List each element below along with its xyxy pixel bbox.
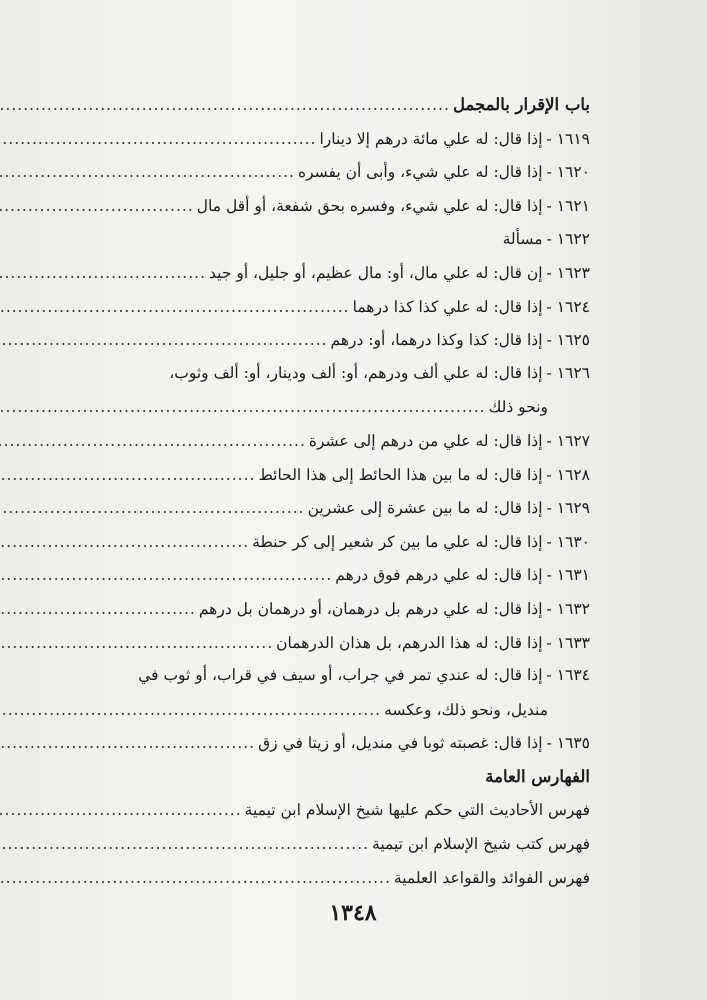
toc-entry-title: إذا قال: له علي من درهم إلى عشرة — [308, 431, 543, 450]
dot-leader — [0, 89, 450, 123]
toc-entry[interactable] — [98, 256, 590, 290]
toc-entry-title: إن قال: له علي مال، أو: مال عظيم، أو جليل، أو جيد — [209, 263, 543, 282]
dot-leader — [0, 190, 194, 224]
toc-entry-number: ١٦٣٢ - — [546, 599, 590, 618]
dot-leader — [0, 828, 369, 862]
dot-leader — [0, 156, 295, 190]
toc-entry[interactable] — [98, 155, 590, 189]
toc-entry[interactable] — [98, 626, 590, 660]
dot-leader — [0, 492, 305, 526]
dot-leader — [0, 694, 381, 728]
toc-entry-title: إذا قال: له علي مائة درهم إلا دينارا — [319, 129, 543, 148]
toc-entry-number: ١٦٣٥ - — [546, 734, 590, 753]
toc-entry-number: ١٦٣٤ - — [546, 666, 590, 685]
toc-entry-number: ١٦٢٩ - — [546, 499, 590, 518]
dot-leader — [0, 324, 328, 358]
toc-entry-number: ١٦٢٣ - — [546, 263, 590, 282]
toc-entry-number: ١٦٣١ - — [546, 566, 590, 585]
toc-entry[interactable] — [98, 357, 590, 424]
toc-entry-number: ١٦٢٤ - — [546, 297, 590, 316]
toc-entry-title: الفهارس العامة — [485, 766, 590, 786]
dot-leader — [0, 727, 255, 761]
toc-entry-title: إذا قال: له علي درهم فوق درهم — [335, 566, 543, 585]
dot-leader — [0, 593, 196, 627]
toc-entry-number: ١٦٢٨ - — [546, 465, 590, 484]
toc-entry-title: إذا قال: غصبته ثوبا في منديل، أو زيتا في زق — [258, 734, 543, 753]
toc-heading-indexes[interactable] — [98, 760, 590, 794]
toc-entry[interactable] — [98, 525, 590, 559]
toc-entry[interactable] — [98, 726, 590, 760]
toc-entry[interactable] — [98, 290, 590, 324]
toc-entry-number: ١٦٣٣ - — [546, 633, 590, 652]
toc-entry-number: ١٦٢٦ - — [546, 363, 590, 382]
toc-entry-number: ١٦١٩ - — [546, 129, 590, 148]
toc-entry-title: إذا قال: له علي ما بين كر شعير إلى كر حنطة — [252, 532, 543, 551]
toc-entry[interactable] — [98, 861, 590, 895]
dot-leader — [0, 794, 242, 828]
toc-entry-title: إذا قال: له ما بين هذا الحائط إلى هذا الحائط — [258, 465, 543, 484]
toc-entry-title: إذا قال: له علي شيء، وفسره بحق شفعة، أو أقل مال — [196, 196, 543, 215]
dot-leader — [0, 391, 486, 425]
toc-entry-title: إذا قال: له علي شيء، وأبى أن يفسره — [297, 163, 543, 182]
dot-leader — [0, 257, 206, 291]
toc-entry-title: فهرس الفوائد والقواعد العلمية — [393, 868, 590, 887]
toc-entry[interactable] — [98, 592, 590, 626]
toc-entry-title: إذا قال: له عندي تمر في جراب، أو سيف في قراب، أو ثوب في — [138, 666, 543, 685]
dot-leader — [0, 425, 306, 459]
toc-entry[interactable] — [98, 491, 590, 525]
toc-entry[interactable] — [98, 558, 590, 592]
dot-leader — [0, 459, 255, 493]
toc-entry-title-continued: منديل، ونحو ذلك، وعكسه — [384, 700, 548, 719]
toc-entry[interactable] — [98, 222, 590, 256]
toc-entry[interactable] — [98, 424, 590, 458]
dot-leader — [0, 862, 391, 896]
toc-entry-title-continued: ونحو ذلك — [488, 398, 548, 417]
toc-entry[interactable] — [98, 323, 590, 357]
table-of-contents — [98, 88, 590, 894]
toc-entry-number: ١٦٢٠ - — [546, 163, 590, 182]
toc-entry-title: فهرس الأحاديث التي حكم عليها شيخ الإسلام ابن تيمية — [244, 801, 590, 820]
toc-entry-title: إذا قال: له علي كذا كذا درهما — [352, 297, 543, 316]
dot-leader — [0, 291, 350, 325]
dot-leader — [0, 526, 249, 560]
toc-entry[interactable] — [98, 793, 590, 827]
toc-entry-number: ١٦٢٥ - — [546, 331, 590, 350]
toc-entry-title: فهرس كتب شيخ الإسلام ابن تيمية — [372, 835, 590, 854]
toc-entry-title: إذا قال: كذا وكذا درهما، أو: درهم — [330, 331, 543, 350]
toc-entry-title: مسألة — [502, 230, 543, 249]
toc-entry[interactable] — [98, 189, 590, 223]
toc-entry-title: إذا قال: له ما بين عشرة إلى عشرين — [307, 499, 543, 518]
toc-entry-number: ١٦٢١ - — [546, 196, 590, 215]
toc-entry-title: إذا قال: له علي درهم بل درهمان، أو درهمان بل درهم — [198, 599, 543, 618]
toc-entry-title: إذا قال: له علي ألف ودرهم، أو: ألف ودينار، أو: ألف وثوب، — [169, 363, 543, 382]
dot-leader — [0, 559, 332, 593]
dot-leader — [0, 123, 316, 157]
toc-entry-number: ١٦٢٧ - — [546, 431, 590, 450]
page-number: ١٣٤٨ — [329, 900, 377, 926]
toc-entry[interactable] — [98, 659, 590, 726]
toc-entry-number: ١٦٢٢ - — [546, 230, 590, 249]
toc-entry-number: ١٦٣٠ - — [546, 532, 590, 551]
toc-entry-title: إذا قال: له هذا الدرهم، بل هذان الدرهمان — [276, 633, 543, 652]
toc-entry[interactable] — [98, 827, 590, 861]
toc-heading-section[interactable] — [98, 88, 590, 122]
toc-entry[interactable] — [98, 122, 590, 156]
toc-entry[interactable] — [98, 458, 590, 492]
toc-entry-title: باب الإقرار بالمجمل — [452, 95, 590, 114]
dot-leader — [0, 627, 273, 661]
